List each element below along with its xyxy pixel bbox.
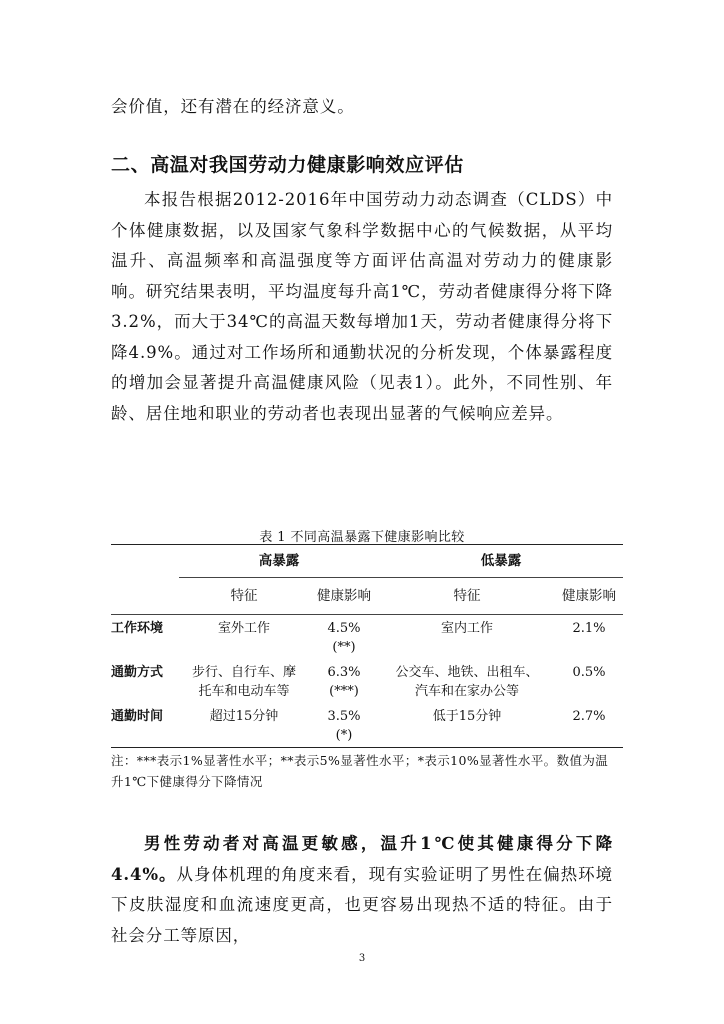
col-low-impact: 健康影响 xyxy=(555,578,623,615)
finding-bold-lead: 男性劳动者对高温更敏感，温升1℃使其健康得分下降4.4%。 xyxy=(111,834,613,884)
high-feature-cell: 室外工作 xyxy=(179,615,309,660)
high-feature-cell: 步行、自行车、摩托车和电动车等 xyxy=(191,665,296,699)
finding-paragraph xyxy=(111,829,613,951)
low-feature-cell: 公交车、地铁、出租车、汽车和在家办公等 xyxy=(395,665,539,699)
table-note: 注：***表示1%显著性水平；**表示5%显著性水平；*表示10%显著性水平。数值为温升1℃下健康得分下降情况 xyxy=(111,753,609,789)
high-impact-cell: 6.3% (***) xyxy=(309,659,379,703)
row-label: 通勤时间 xyxy=(111,703,179,748)
row-label: 工作环境 xyxy=(111,615,179,660)
group-high-exposure: 高暴露 xyxy=(179,545,379,578)
row-label: 通勤方式 xyxy=(111,665,164,680)
low-feature-cell: 室内工作 xyxy=(379,615,555,660)
col-high-impact: 健康影响 xyxy=(309,578,379,615)
exposure-comparison-table xyxy=(111,544,623,748)
table-row xyxy=(111,703,623,748)
high-impact-cell: 3.5% (*) xyxy=(309,703,379,748)
high-feature-cell: 超过15分钟 xyxy=(179,703,309,748)
table-column-header-row xyxy=(111,578,623,615)
intro-tail-text: 会价值，还有潜在的经济意义。 xyxy=(111,97,355,116)
low-impact-cell: 2.7% xyxy=(555,703,623,748)
significance-marker: (*) xyxy=(335,728,353,743)
main-paragraph-text: 本报告根据2012-2016年中国劳动力动态调查（CLDS）中个体健康数据，以及国家气象科学数据中心的气候数据，从平均温升、高温频率和高温强度等方面评估高温对劳动力的健康影响。研究结果表明，平均温度每升高1℃，劳动者健康得分将下降3.2%，而大于34℃的高温天数每增加1天，劳动者健康得分将下降4.9%。通过对工作场所和通勤状况的分析发现，个体暴露程度的增加会显著提升高温健康风险（见表1）。此外，不同性别、年龄、居住地和职业的劳动者也表现出显著的气候响应差异。 xyxy=(111,190,613,423)
group-low-exposure: 低暴露 xyxy=(379,545,623,578)
significance-marker: (***) xyxy=(329,684,359,699)
section-heading: 二、高温对我国劳动力健康影响效应评估 xyxy=(111,154,464,176)
low-impact-cell: 0.5% xyxy=(572,665,606,680)
table-group-header-row xyxy=(111,545,623,578)
table-caption: 表 1 不同高温暴露下健康影响比较 xyxy=(259,530,465,545)
table-row xyxy=(111,615,623,660)
table-row xyxy=(111,659,623,703)
low-impact-cell: 2.1% xyxy=(555,615,623,660)
significance-marker: (**) xyxy=(332,640,356,655)
page-number: 3 xyxy=(358,953,366,964)
high-impact-cell: 4.5% (**) xyxy=(309,615,379,660)
col-low-feature: 特征 xyxy=(379,578,555,615)
finding-rest: 从身体机理的角度来看，现有实验证明了男性在偏热环境下皮肤湿度和血流速度更高，也更容易出现热不适的特征。由于社会分工等原因， xyxy=(111,864,614,945)
main-paragraph xyxy=(111,185,613,429)
low-feature-cell: 低于15分钟 xyxy=(379,703,555,748)
col-high-feature: 特征 xyxy=(179,578,309,615)
